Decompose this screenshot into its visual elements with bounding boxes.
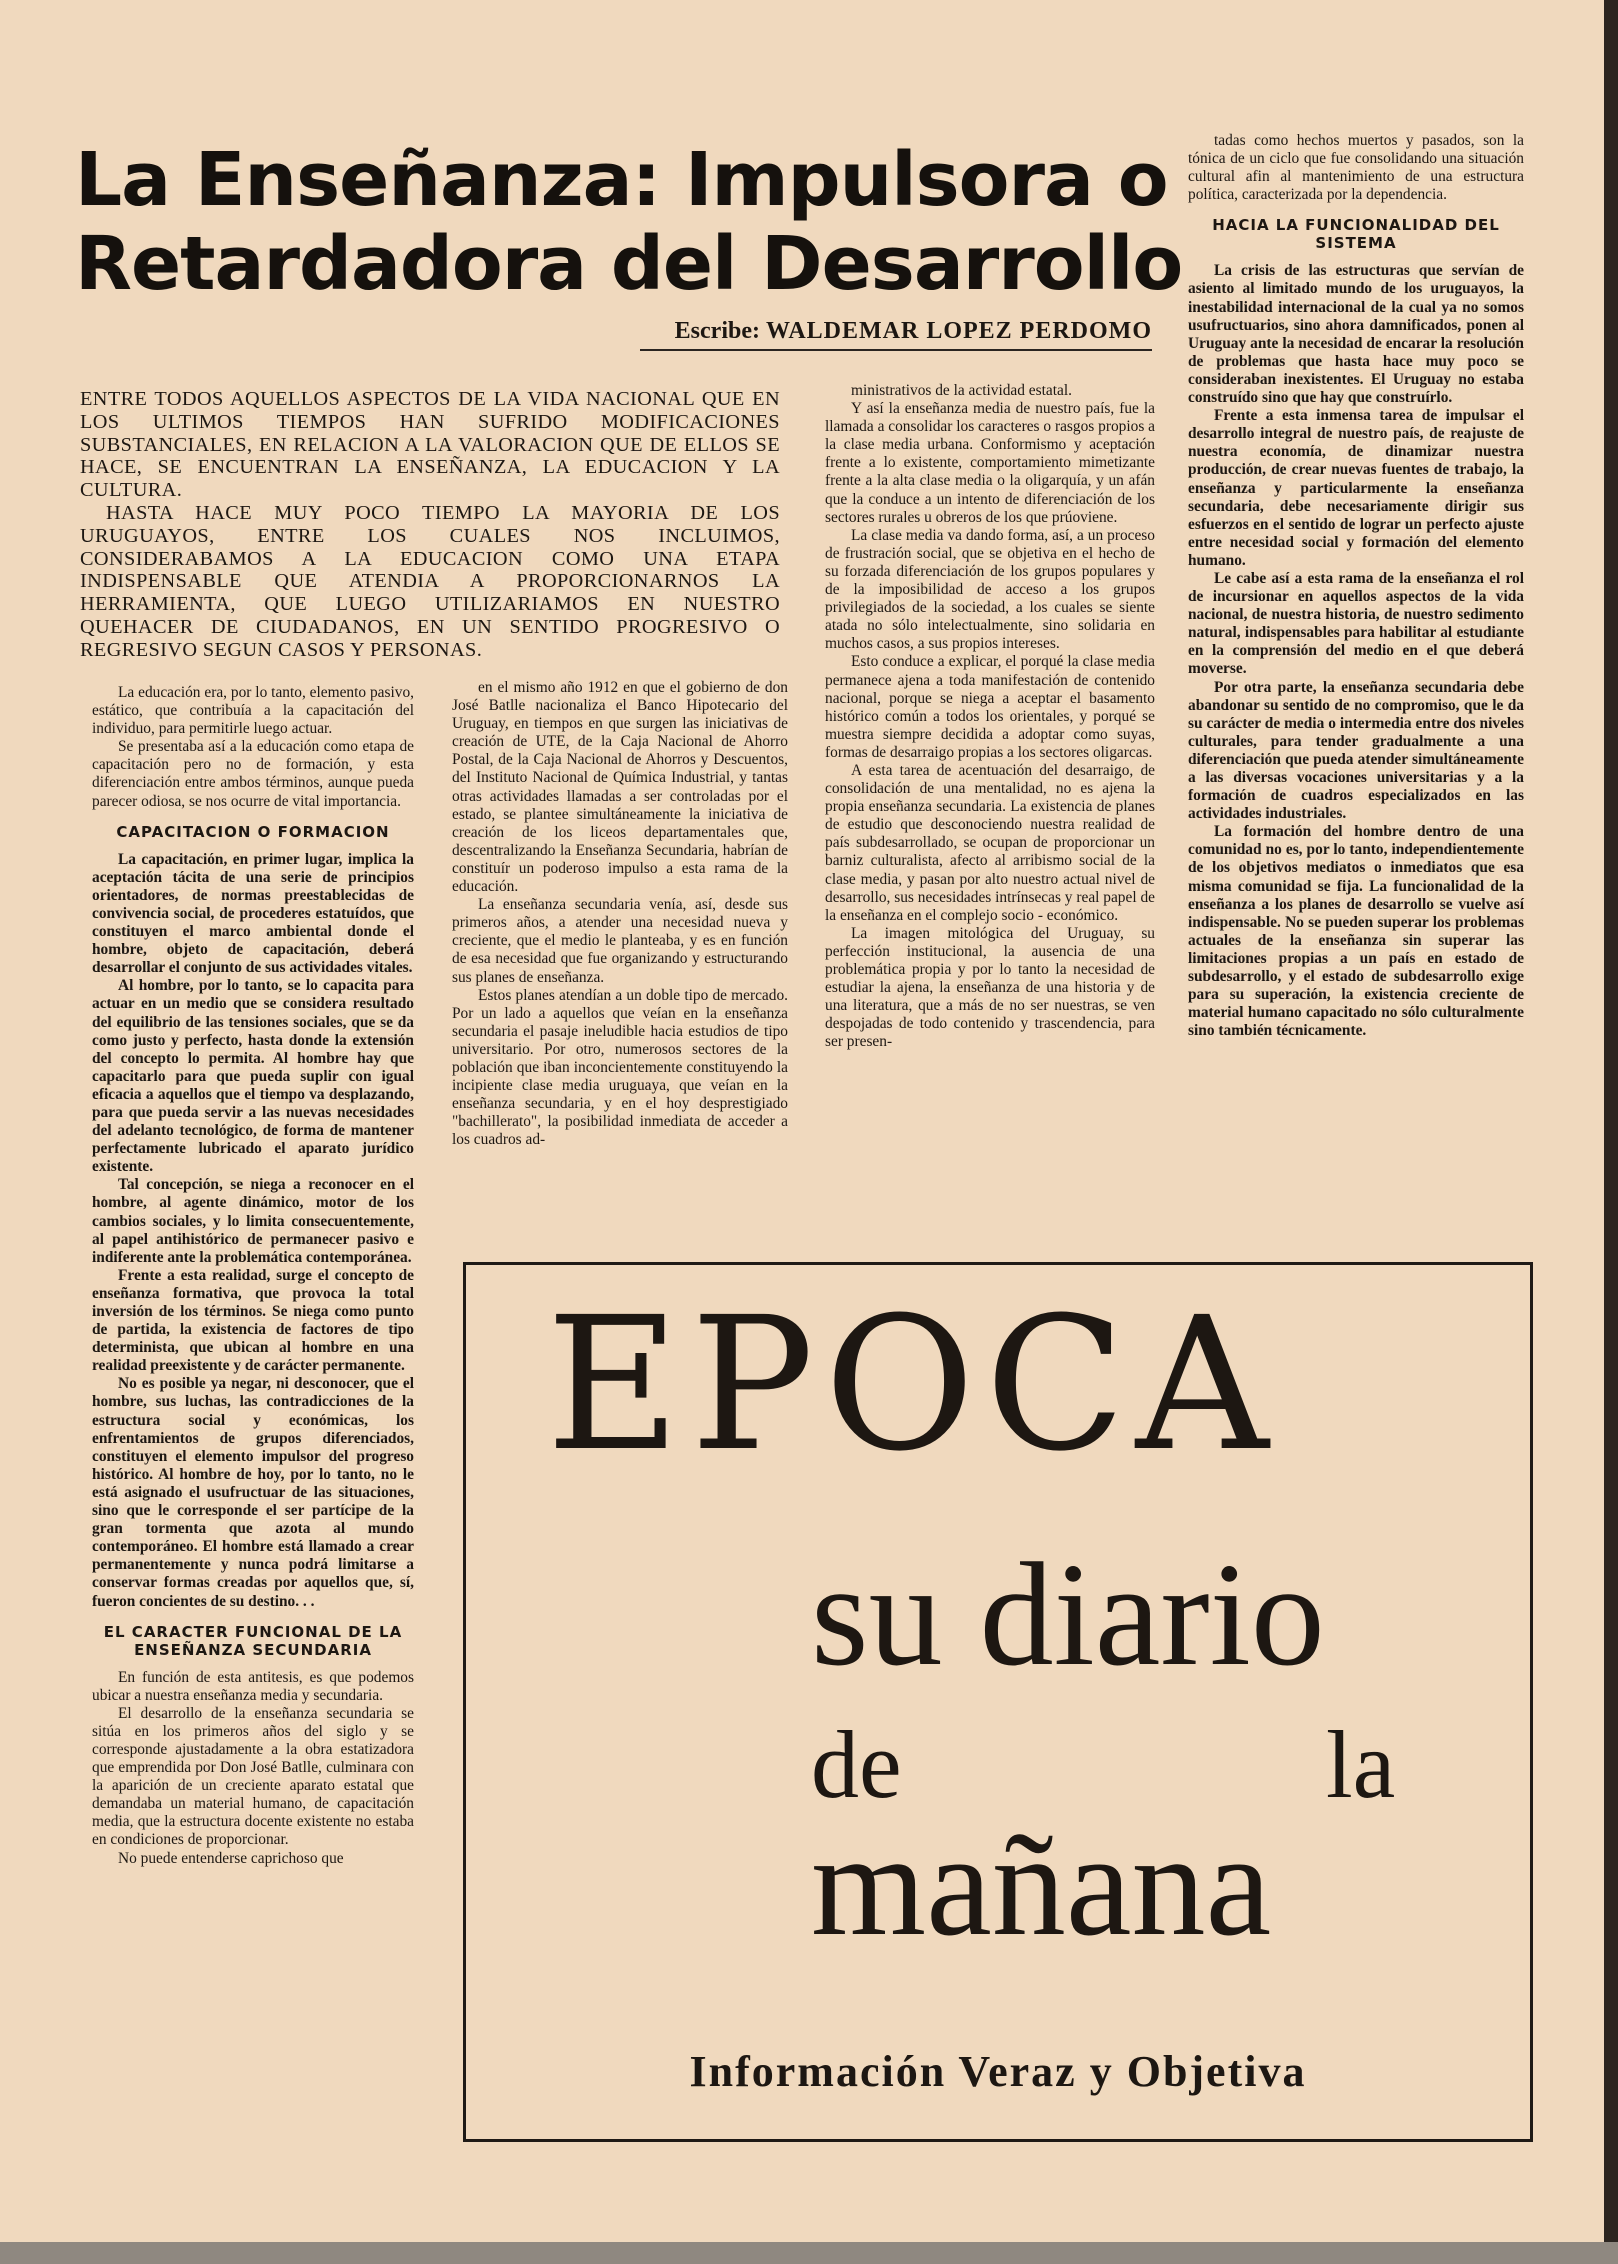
col1-paragraph: Al hombre, por lo tanto, se lo capacita para actuar en un medio que se considera resultado del equilibrio de las tensiones sociales, que se da como justo y perfecto, hasta donde la extensión del concepto lo permita. Al hombre hay que capacitarlo para que pueda suplir con igual eficacia a aquellos que el tiempo va desplazando, para que pueda servir a las nuevas necesidades del adelanto tecnológico, de forma de mantener perfectamente lubricado el aparato jurídico existente. xyxy=(92,977,414,1176)
title-line-2: Retardadora del Desarrollo xyxy=(75,221,1183,307)
col1-paragraph: En función de esta antitesis, es que podemos ubicar a nuestra enseñanza media y secundaria. xyxy=(92,1668,414,1704)
page-edge-bottom xyxy=(0,2242,1618,2264)
col3-paragraph: ministrativos de la actividad estatal. xyxy=(851,382,1072,399)
col1-paragraph: Se presentaba así a la educación como etapa de capacitación pero no de formación, y esta diferenciación entre ambos términos, aunque pueda parecer odiosa, se nos ocurre de vital importancia. xyxy=(92,738,414,810)
column-1 xyxy=(92,684,414,1868)
col1-paragraph: La capacitación, en primer lugar, implica la aceptación tácita de una serie de principios orientadores, de normas preestablecidas de convivencia social, de procederes estatuídos, que constituyen el marco ambiental donde el hombre, objeto de capacitación, deberá desarrollar el conjunto de sus actividades vitales. xyxy=(92,850,414,977)
lead-paragraph-2: HASTA HACE MUY POCO TIEMPO LA MAYORIA DE LOS URUGUAYOS, ENTRE LOS CUALES NOS INCLUIMOS, CONSIDERABAMOS A LA EDUCACION COMO UNA ETAPA INDISPENSABLE QUE ATENDIA A PROPORCIONARNOS LA HERRAMIENTA, QUE LUEGO UTILIZARIAMOS EN NUESTRO QUEHACER DE CIUDADANOS, EN UN SENTIDO PROGRESIVO O REGRESIVO SEGUN CASOS Y PERSONAS. xyxy=(80,501,780,661)
lead-paragraph-1: ENTRE TODOS AQUELLOS ASPECTOS DE LA VIDA NACIONAL QUE EN LOS ULTIMOS TIEMPOS HAN SUFRIDO MODIFICACIONES SUBSTANCIALES, EN RELACION A LA VALORACION QUE DE ELLOS SE HACE, SE ENCUENTRAN LA ENSEÑANZA, LA EDUCACION Y LA CULTURA. xyxy=(80,388,780,502)
col3-paragraph: La imagen mitológica del Uruguay, su perfección institucional, la ausencia de una problemática propia y por lo tanto la necesidad de estudiar la ajena, la enseñanza de una historia y de una literatura, que a más de no ser nuestras, se ven despojadas de todo contenido y trascendencia, para ser presen- xyxy=(825,924,1155,1051)
col4-bold-section xyxy=(1188,262,1524,1040)
col1-paragraph: No es posible ya negar, ni desconocer, que el hombre, sus luchas, las contradicciones de la estructura social y económicas, los enfrentamientos de grupos diferenciados, constituyen el elemento impulsor del progreso histórico. Al hombre de hoy, por lo tanto, no le está asignado el usufructuar de las situaciones, sino que le corresponde el ser partícipe de la gran tormenta que azota al mundo contemporáneo. El hombre está llamado a crear permanentemente y nunca podrá limitarse a conservar formas creadas por aquellos que, sí, fueron concientes de su destino. . . xyxy=(92,1375,414,1610)
ad-brand: EPOCA xyxy=(546,1278,1279,1492)
col1-paragraph: No puede entenderse caprichoso que xyxy=(118,1849,344,1867)
col4-paragraph: tadas como hechos muertos y pasados, son la tónica de un ciclo que fue consolidando una situación cultural afin al mantenimiento de una estructura política, caracterizada por la dependencia. xyxy=(1188,132,1524,204)
column-3 xyxy=(825,382,1155,1051)
ad-word-de: de xyxy=(811,1711,902,1818)
column-4 xyxy=(1188,132,1524,1040)
title-line-1: La Enseñanza: Impulsora o xyxy=(75,137,1168,223)
epoca-advertisement xyxy=(463,1262,1533,2142)
col4-paragraph: Por otra parte, la enseñanza secundaria debe abandonar su sentido de no compromiso, que le da su carácter de media o intermedia entre dos niveles culturales, para tender gradualmente a una diferenciación que pueda atender simultáneamente a las diversas vocaciones universitarias y a la formación de cuadros especializados en las actividades industriales. xyxy=(1188,678,1524,823)
byline-author: WALDEMAR LOPEZ PERDOMO xyxy=(765,318,1152,344)
col3-paragraph: Y así la enseñanza media de nuestro país, fue la llamada a consolidar los caracteres o rasgos propios a la clase media urbana. Conformismo y aceptación frente a lo existente, comportamiento mimetizante frente a la alta clase media o la oligarquía, y un afán que la conduce a un intento de diferenciación de los sectores rurales u obreros de los que prúoviene. xyxy=(825,400,1155,526)
col1-paragraph: La educación era, por lo tanto, elemento pasivo, estático, que contribuía a la capacitación del individuo, para permitirle luego actuar. xyxy=(92,684,414,738)
byline xyxy=(640,318,1152,351)
col4-paragraph: La crisis de las estructuras que servían de asiento al limitado mundo de los uruguayos, la inestabilidad internacional de la cual ya no somos usufructuarios, sino ahora damnificados, ponen al Uruguay ante la necesidad de encarar la resolución de problemas que hasta hace muy poco se consideraban inexistentes. El Uruguay no estaba construído sino que hay que construírlo. xyxy=(1188,262,1524,407)
col1-heading-2: EL CARACTER FUNCIONAL DE LA ENSEÑANZA SECUNDARIA xyxy=(103,1622,403,1659)
page-edge-right xyxy=(1604,0,1618,2264)
ad-slogan: Información Veraz y Objetiva xyxy=(689,2047,1307,2096)
ad-line-manana: mañana xyxy=(811,1803,1272,1967)
col1-heading: CAPACITACION O FORMACION xyxy=(116,822,390,841)
ad-word-la: la xyxy=(1326,1711,1396,1818)
col2-paragraph: en el mismo año 1912 en que el gobierno de don José Batlle nacionaliza el Banco Hipotecario del Uruguay, en tiempos en que surgen las iniciativas de creación de UTE, de la Caja Nacional de Ahorro Postal, de la Caja Nacional de Ahorros y Descuentos, del Instituto Nacional de Química Industrial, y tantas otras actividades llamadas a ser controladas por el estado, se plantee simultáneamente la iniciativa de creación de los liceos departamentales que, descentralizando la Enseñanza Secundaria, habrían de constituír un poderoso impulso a esta rama de la educación. xyxy=(452,679,788,896)
col3-paragraph: Esto conduce a explicar, el porqué la clase media permanece ajena a toda manifestación de contenido nacional, porque se niega a aceptar el basamento histórico común a todos los orientales, y porqué se muestra siempre decidida a adoptar como suyas, formas de desarraigo propias a los sectores oligarcas. xyxy=(825,653,1155,761)
lead-paragraphs xyxy=(80,388,780,662)
col3-paragraph: A esta tarea de acentuación del desarraigo, de consolidación de una mentalidad, no es ajena la propia enseñanza secundaria. La existencia de planes de estudio que desconociendo nuestra realidad de país subdesarrollado, se ocupan de proporcionar un barniz culturalista, afecto al arribismo social de la clase media, y pasan por alto nuestro actual nivel de desarrollo, sus necesidades intrínsecas y real papel de la enseñanza en el complejo socio - económico. xyxy=(825,761,1155,924)
col3-paragraph: La clase media va dando forma, así, a un proceso de frustración social, que se objetiva en el hecho de su forzada diferenciación de los grupos populares y de la imposibilidad de acceso a los grupos privilegiados de la sociedad, a los cuales se siente atada no sólo intelectualmente, sino solidaria en muchos casos, a sus propios intereses. xyxy=(825,526,1155,653)
col1-bold-section xyxy=(92,851,414,1611)
col4-paragraph: Le cabe así a esta rama de la enseñanza el rol de incursionar en aquellos aspectos de la vida nacional, de nuestra historia, de nuestro sedimento natural, indispensables para habilitar al estudiante en la comprensión del medio en el que deberá moverse. xyxy=(1188,569,1524,678)
col2-paragraph: Estos planes atendían a un doble tipo de mercado. Por un lado a aquellos que veían en la enseñanza secundaria el pasaje ineludible hacia estudios de tipo universitario. Por otro, numerosos sectores de la población que iban inconcientemente constituyendo la incipiente clase media uruguaya, que veían en la enseñanza secundaria, y en el hoy desprestigiado "bachillerato", la posibilidad inmediata de acceder a los cuadros ad- xyxy=(452,986,788,1149)
col4-paragraph: La formación del hombre dentro de una comunidad no es, por lo tanto, independientemente de los objetivos mediatos o inmediatos que esa misma comunidad se fija. La funcionalidad de la enseñanza a los planes de desarrollo se vuelve así indispensable. No se pueden superar los problemas actuales de la enseñanza sin superar las limitaciones propias a un país en estado de subdesarrollo, y el estado de subdesarrollo exige para su superación, la existencia creciente de material humano capacitado no sólo culturalmente sino también técnicamente. xyxy=(1188,823,1524,1040)
col2-paragraph: La enseñanza secundaria venía, así, desde sus primeros años, a atender una necesidad nueva y creciente, que el medio le planteaba, y es en función de esa necesidad que fue organizando y estructurando sus planes de enseñanza. xyxy=(452,896,788,986)
col1-paragraph: Frente a esta realidad, surge el concepto de enseñanza formativa, que provoca la total inversión de los términos. Se niega como punto de partida, la existencia de factores de tipo determinista, que ubican al hombre en una realidad preexistente y de carácter permanente. xyxy=(92,1266,414,1375)
ad-line-su-diario: su diario xyxy=(811,1533,1325,1697)
col4-paragraph: Frente a esta inmensa tarea de impulsar el desarrollo integral de nuestro país, de reajuste de nuestra economía, de dinamizar nuestra producción, de crear nuevas fuentes de trabajo, la enseñanza y particularmente la enseñanza secundaria, debe necesariamente dirigir sus esfuerzos en el sentido de lograr un perfecto ajuste entre necesidad social y formación del elemento humano. xyxy=(1188,407,1524,569)
col4-heading: HACIA LA FUNCIONALIDAD DEL SISTEMA xyxy=(1212,216,1500,253)
byline-label: Escribe: xyxy=(674,318,760,344)
article-title xyxy=(75,138,1185,306)
column-2 xyxy=(452,679,788,1149)
col1-paragraph: El desarrollo de la enseñanza secundaria se sitúa en los primeros años del siglo y se corresponde ajustadamente a la obra estatizadora que emprendida por Don José Batlle, culminara con la aparición de un creciente aparato estatal que demandaba un material humano, de capacitación media, que la estructura docente existente no estaba en condiciones de proporcionar. xyxy=(92,1704,414,1849)
col1-paragraph: Tal concepción, se niega a reconocer en el hombre, al agente dinámico, motor de los cambios sociales, y lo limita consecuentemente, al papel antihistórico de permanecer pasivo e indiferente ante la problemática contemporánea. xyxy=(92,1176,414,1266)
